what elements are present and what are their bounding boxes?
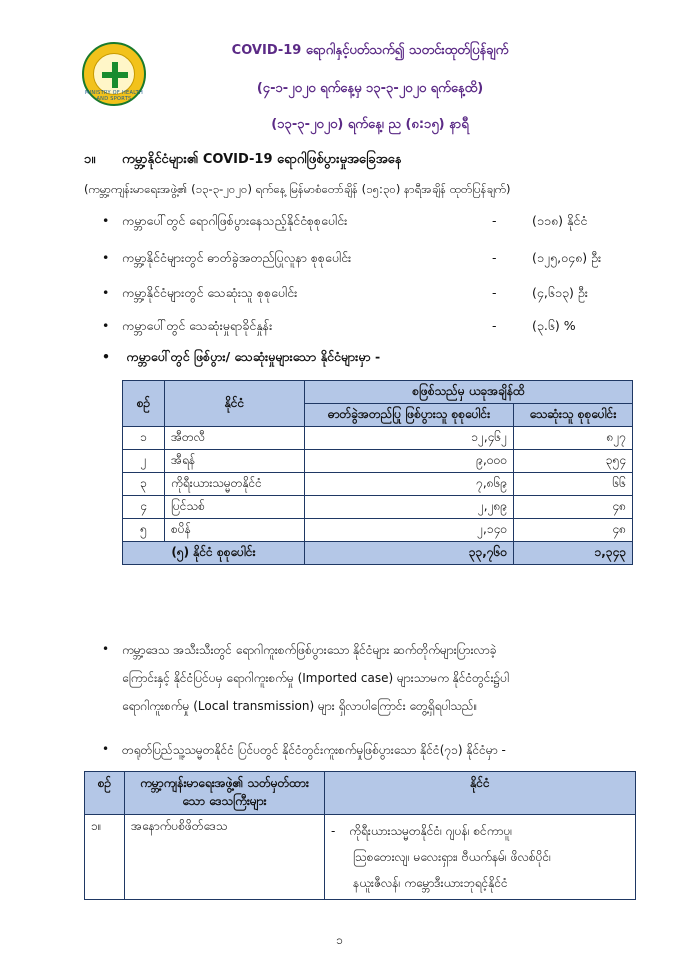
bullet-icon: •	[102, 349, 110, 364]
row-no: ၁။	[85, 815, 125, 900]
total-confirmed: ၃၃,၇၆၀	[305, 542, 514, 565]
row-deaths: ၈၂၇	[514, 427, 633, 450]
row-confirmed: ၇,၈၆၉	[305, 473, 514, 496]
row-confirmed: ၂,၂၈၉	[305, 496, 514, 519]
source-note: (ကမ္ဘာ့ကျန်းမာရေးအဖွဲ့၏ (၁၃-၃-၂၀၂၀) ရက်နေ့ မြန်မာစံတော်ချိန် (၁၅:၃၀) နာရီအချိန် ထုတ်ပြန်ချက်)	[84, 182, 511, 196]
row-no: ၂	[123, 450, 165, 473]
table-row	[123, 496, 633, 519]
stat-row-deaths	[102, 285, 642, 305]
top-countries-table	[122, 380, 633, 565]
bullet-icon: •	[102, 213, 110, 228]
row-deaths: ၃၅၄	[514, 450, 633, 473]
row-confirmed: ၂,၁၄၀	[305, 519, 514, 542]
logo-emblem-icon	[93, 53, 135, 95]
total-deaths: ၁,၃၄၃	[514, 542, 633, 565]
countries-line: နယူးဇီလန်၊ ကမ္ဘောဒီးယားဘုရင့်နိုင်ငံ	[353, 876, 508, 890]
row-countries	[325, 815, 636, 900]
top-countries-label: ကမ္ဘာပေါ်တွင် ဖြစ်ပွား/ သေဆုံးမှုများသော နိုင်ငံများမှာ -	[126, 349, 381, 364]
countries-dash: -	[331, 824, 336, 838]
stat-label: ကမ္ဘာ့နိုင်ငံများတွင် ဓာတ်ခွဲအတည်ပြုလူနာ စုစုပေါင်း	[122, 250, 352, 265]
row-no: ၁	[123, 427, 165, 450]
stat-dash: -	[492, 285, 497, 300]
countries-line: ကိုရီးယားသမ္မတနိုင်ငံ၊ ဂျပန်၊ စင်ကာပူ၊	[349, 824, 513, 838]
table-row	[123, 450, 633, 473]
row-deaths: ၄၈	[514, 496, 633, 519]
col-header-no: စဉ်	[85, 772, 125, 815]
stat-row-countries	[102, 213, 642, 233]
row-no: ၄	[123, 496, 165, 519]
bullet-icon: •	[102, 642, 110, 656]
page-number: ၁	[336, 933, 343, 947]
table-total-row	[123, 542, 633, 565]
local-transmission-intro: တရုတ်ပြည်သူ့သမ္မတနိုင်ငံ ပြင်ပတွင် နိုင်ငံတွင်းကူးစက်မှုဖြစ်ပွားသော နိုင်ငံ(၇၁) နိုင်ငံမှာ -	[122, 743, 506, 757]
bullet-icon: •	[102, 250, 110, 265]
bullet-icon: •	[102, 742, 110, 756]
row-region: အနောက်ပစိဖိတ်ဒေသ	[125, 815, 325, 900]
stat-label: ကမ္ဘာပေါ်တွင် သေဆုံးမှုရာခိုင်နှုန်း	[122, 318, 273, 333]
row-country: အီရန်	[165, 450, 305, 473]
col-header-confirmed: ဓာတ်ခွဲအတည်ပြု ဖြစ်ပွားသူ စုစုပေါင်း	[305, 404, 514, 427]
top-countries-heading	[102, 349, 380, 368]
document-title: COVID-19 ရောဂါနှင့်ပတ်သက်၍ သတင်းထုတ်ပြန်ချက်	[231, 43, 509, 58]
stat-row-fatality-rate	[102, 318, 642, 338]
row-country: ကိုရီးယားသမ္မတနိုင်ငံ	[165, 473, 305, 496]
row-country: အီတလီ	[165, 427, 305, 450]
transmission-paragraph	[122, 636, 642, 720]
total-label: (၅) နိုင်ငံ စုစုပေါင်း	[123, 542, 305, 565]
col-header-deaths: သေဆုံးသူ စုစုပေါင်း	[514, 404, 633, 427]
stat-dash: -	[492, 213, 497, 228]
table-row	[85, 815, 636, 900]
bullet-icon: •	[102, 318, 110, 333]
row-no: ၃	[123, 473, 165, 496]
bullet-icon: •	[102, 285, 110, 300]
table-row	[123, 473, 633, 496]
stat-value: (၁၁၈) နိုင်ငံ	[532, 213, 588, 228]
stat-dash: -	[492, 250, 497, 265]
stat-value: (၄,၆၁၃) ဦး	[532, 285, 588, 300]
paragraph-line: ကြောင်းနှင့် နိုင်ငံပြင်ပမှ ရောဂါကူးစက်မှု (Imported case) များသာမက နိုင်ငံတွင်း၌ပါ	[122, 671, 510, 685]
col-header-countries: နိုင်ငံ	[325, 772, 636, 815]
stat-label: ကမ္ဘာ့နိုင်ငံများတွင် သေဆုံးသူ စုစုပေါင်း	[122, 285, 298, 300]
section-number: ၁။	[84, 152, 96, 167]
col-header-country: နိုင်ငံ	[165, 381, 305, 427]
col-header-no: စဉ်	[123, 381, 165, 427]
row-confirmed: ၁၂,၄၆၂	[305, 427, 514, 450]
stat-value: (၃.၆) %	[532, 318, 576, 333]
release-datetime: (၁၃-၃-၂၀၂၀) ရက်နေ့၊ ည (၈:၁၅) နာရီ	[271, 117, 469, 132]
table-row	[123, 427, 633, 450]
table-row	[123, 519, 633, 542]
logo-text: MINISTRY OF HEALTH AND SPORTS	[84, 90, 144, 102]
stat-dash: -	[492, 318, 497, 333]
stat-value: (၁၂၅,၀၄၈) ဦး	[532, 250, 602, 265]
row-deaths: ၆၆	[514, 473, 633, 496]
regions-table	[84, 771, 636, 900]
ministry-logo	[82, 42, 146, 106]
date-range: (၄-၁-၂၀၂၀ ရက်နေ့မှ ၁၃-၃-၂၀၂၀ ရက်နေ့ထိ)	[256, 81, 484, 96]
row-country: ပြင်သစ်	[165, 496, 305, 519]
col-header-group: စဖြစ်သည်မှ ယခုအချိန်ထိ	[305, 381, 633, 404]
stat-row-confirmed	[102, 250, 642, 270]
row-country: စပိန်	[165, 519, 305, 542]
section-heading: ကမ္ဘာ့နိုင်ငံများ၏ COVID-19 ရောဂါဖြစ်ပွားမှုအခြေအနေ	[122, 152, 402, 167]
paragraph-line: ကမ္ဘာ့ဒေသ အသီးသီးတွင် ရောဂါကူးစက်ဖြစ်ပွားသော နိုင်ငံများ ဆက်တိုက်များပြားလာခဲ့	[122, 643, 497, 657]
stat-label: ကမ္ဘာပေါ်တွင် ရောဂါဖြစ်ပွားနေသည့်နိုင်ငံစုစုပေါင်း	[122, 213, 348, 228]
row-no: ၅	[123, 519, 165, 542]
col-header-region: ကမ္ဘာ့ကျန်းမာရေးအဖွဲ့၏ သတ်မှတ်ထားသော ဒေသကြီးများ	[125, 772, 325, 815]
row-deaths: ၄၈	[514, 519, 633, 542]
countries-line: သြစတေးလျ၊ မလေးရှား၊ ဗီယက်နမ်၊ ဖိလစ်ပိုင်၊	[353, 850, 552, 864]
paragraph-line: ရောဂါကူးစက်မှု (Local transmission) များ ရှိလာပါကြောင်း တွေ့ရှိရပါသည်။	[122, 699, 478, 713]
row-confirmed: ၉,၀၀၀	[305, 450, 514, 473]
